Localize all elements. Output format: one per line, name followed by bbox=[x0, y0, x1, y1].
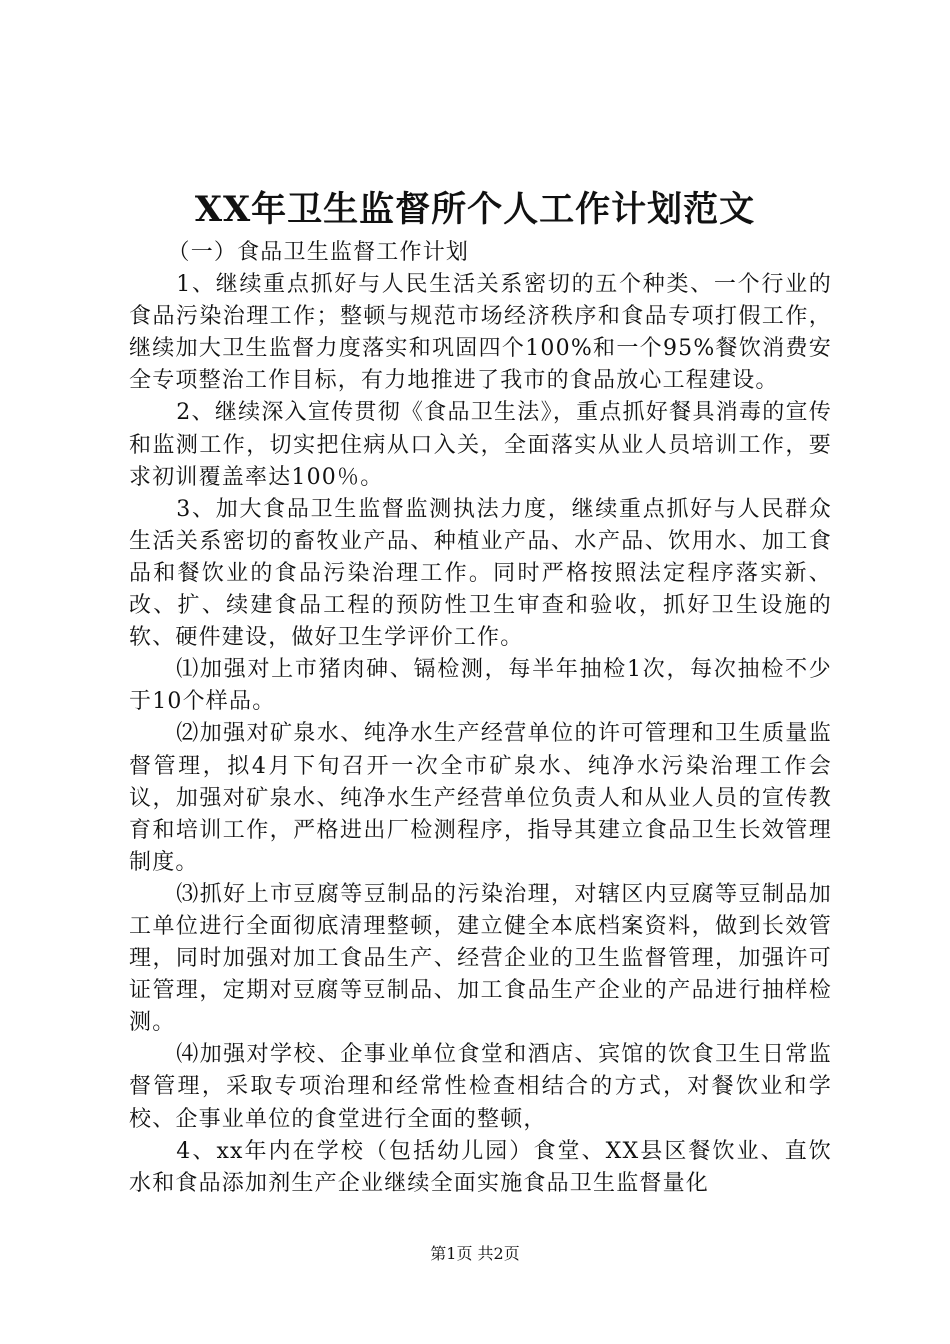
paragraph: 4、xx年内在学校（包括幼儿园）食堂、XX县区餐饮业、直饮水和食品添加剂生产企业继续全面实施食品卫生监督量化 bbox=[129, 1138, 832, 1196]
paragraph: 1、继续重点抓好与人民生活关系密切的五个种类、一个行业的食品污染治理工作；整顿与规范市场经济秩序和食品专项打假工作，继续加大卫生监督力度落实和巩固四个100%和一个95%餐饮消费安全专项整治工作目标，有力地推进了我市的食品放心工程建设。 bbox=[129, 272, 832, 394]
page-footer: 第1页 共2页 bbox=[430, 1244, 520, 1263]
paragraph: ⑷加强对学校、企事业单位食堂和酒店、宾馆的饮食卫生日常监督管理，采取专项治理和经常性检查相结合的方式，对餐饮业和学校、企事业单位的食堂进行全面的整顿， bbox=[129, 1042, 832, 1132]
paragraph: 3、加大食品卫生监督监测执法力度，继续重点抓好与人民群众生活关系密切的畜牧业产品、种植业产品、水产品、饮用水、加工食品和餐饮业的食品污染治理工作。同时严格按照法定程序落实新、改、扩、续建食品工程的预防性卫生审查和验收，抓好卫生设施的软、硬件建设，做好卫生学评价工作。 bbox=[129, 496, 832, 651]
document-title: XX年卫生监督所个人工作计划范文 bbox=[194, 189, 756, 230]
paragraph: ⑵加强对矿泉水、纯净水生产经营单位的许可管理和卫生质量监督管理，拟4月下旬召开一次全市矿泉水、纯净水污染治理工作会议，加强对矿泉水、纯净水生产经营单位负责人和从业人员的宣传教育和培训工作，严格进出厂检测程序，指导其建立食品卫生长效管理制度。 bbox=[129, 721, 832, 875]
section-heading: （一）食品卫生监督工作计划 bbox=[167, 240, 470, 265]
paragraph: ⑶抓好上市豆腐等豆制品的污染治理，对辖区内豆腐等豆制品加工单位进行全面彻底清理整顿，建立健全本底档案资料，做到长效管理，同时加强对加工食品生产、经营企业的卫生监督管理，加强许可证管理，定期对豆腐等豆制品、加工食品生产企业的产品进行抽样检测。 bbox=[129, 881, 832, 1036]
paragraph: ⑴加强对上市猪肉砷、镉检测，每半年抽检1次，每次抽检不少于10个样品。 bbox=[129, 657, 832, 715]
paragraph: 2、继续深入宣传贯彻《食品卫生法》，重点抓好餐具消毒的宣传和监测工作，切实把住病从口入关，全面落实从业人员培训工作，要求初训覆盖率达100％。 bbox=[129, 400, 832, 490]
document-body bbox=[129, 237, 832, 1200]
